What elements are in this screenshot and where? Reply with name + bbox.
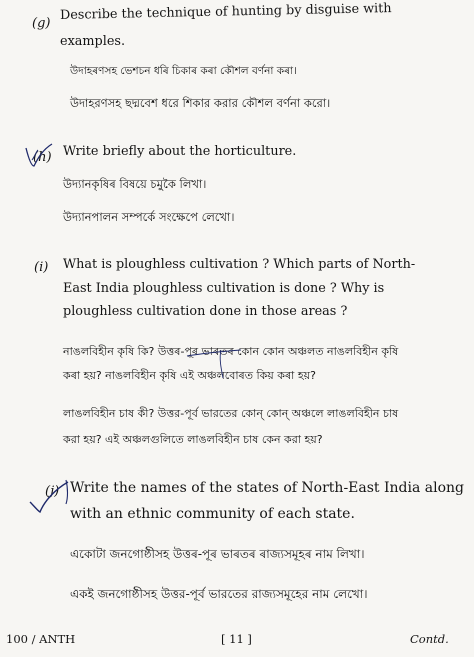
question-label: (j): [45, 484, 60, 499]
question-bengali: একই জনগোষ্ঠীসহ উত্তর-পূর্ব ভারতের রাজ্যসমূহের নাম লেখো।: [70, 587, 368, 601]
question-assamese: উদ্যানকৃষিৰ বিষয়ে চমুকৈ লিখা।: [63, 177, 207, 191]
question-label: (i): [34, 260, 49, 275]
question-label: (g): [32, 16, 51, 31]
question-assamese: একোটা জনগোষ্ঠীসহ উত্তৰ-পূৰ ভাৰতৰ ৰাজ্যসমূহৰ নাম লিখা।: [70, 547, 365, 561]
question-english-line: Write the names of the states of North-East India along: [70, 480, 465, 496]
question-english-line: Write briefly about the horticulture.: [63, 144, 297, 159]
question-english-line: Describe the technique of hunting by disguise with: [59, 1, 392, 23]
question-bengali: লাঙলবিহীন চাষ কী? উত্তর-পূর্ব ভারতের কোন্ কোন্ অঞ্চলে লাঙলবিহীন চাষ: [63, 407, 399, 420]
question-assamese: নাঙলবিহীন কৃষি কি? উত্তৰ-পূৰ ভাৰতৰ কোন কোন অঞ্চলত নাঙলবিহীন কৃষি: [63, 345, 399, 358]
question-english-line: What is ploughless cultivation ? Which parts of North-: [63, 257, 416, 272]
question-english-line: examples.: [60, 34, 126, 49]
page-number: [ 11 ]: [221, 632, 252, 646]
question-assamese: কৰা হয়? নাঙলবিহীন কৃষি এই অঞ্চলবোৰত কিয় কৰা হয়?: [63, 369, 316, 382]
question-bengali: উদ্যানপালন সম্পর্কে সংক্ষেপে লেখো।: [63, 210, 235, 224]
question-label: (h): [33, 150, 52, 165]
question-english-line: East India ploughless cultivation is done ? Why is: [63, 281, 385, 296]
question-english-line: ploughless cultivation done in those areas ?: [63, 304, 348, 319]
question-bengali: করা হয়? এই অঞ্চলগুলিতে লাঙলবিহীন চাষ কেন করা হয়?: [63, 433, 323, 446]
question-bengali: উদাহরণসহ ছদ্মবেশ ধরে শিকার করার কৌশল বর্ণনা করো।: [70, 96, 331, 110]
question-assamese: উদাহৰণসহ ভেশচন ধৰি চিকাৰ কৰা কৌশল বৰ্ণনা কৰা।: [70, 65, 297, 77]
continued-label: Contd.: [410, 632, 449, 646]
question-english-line: with an ethnic community of each state.: [70, 506, 355, 522]
exam-code: 100 / ANTH: [6, 632, 76, 646]
